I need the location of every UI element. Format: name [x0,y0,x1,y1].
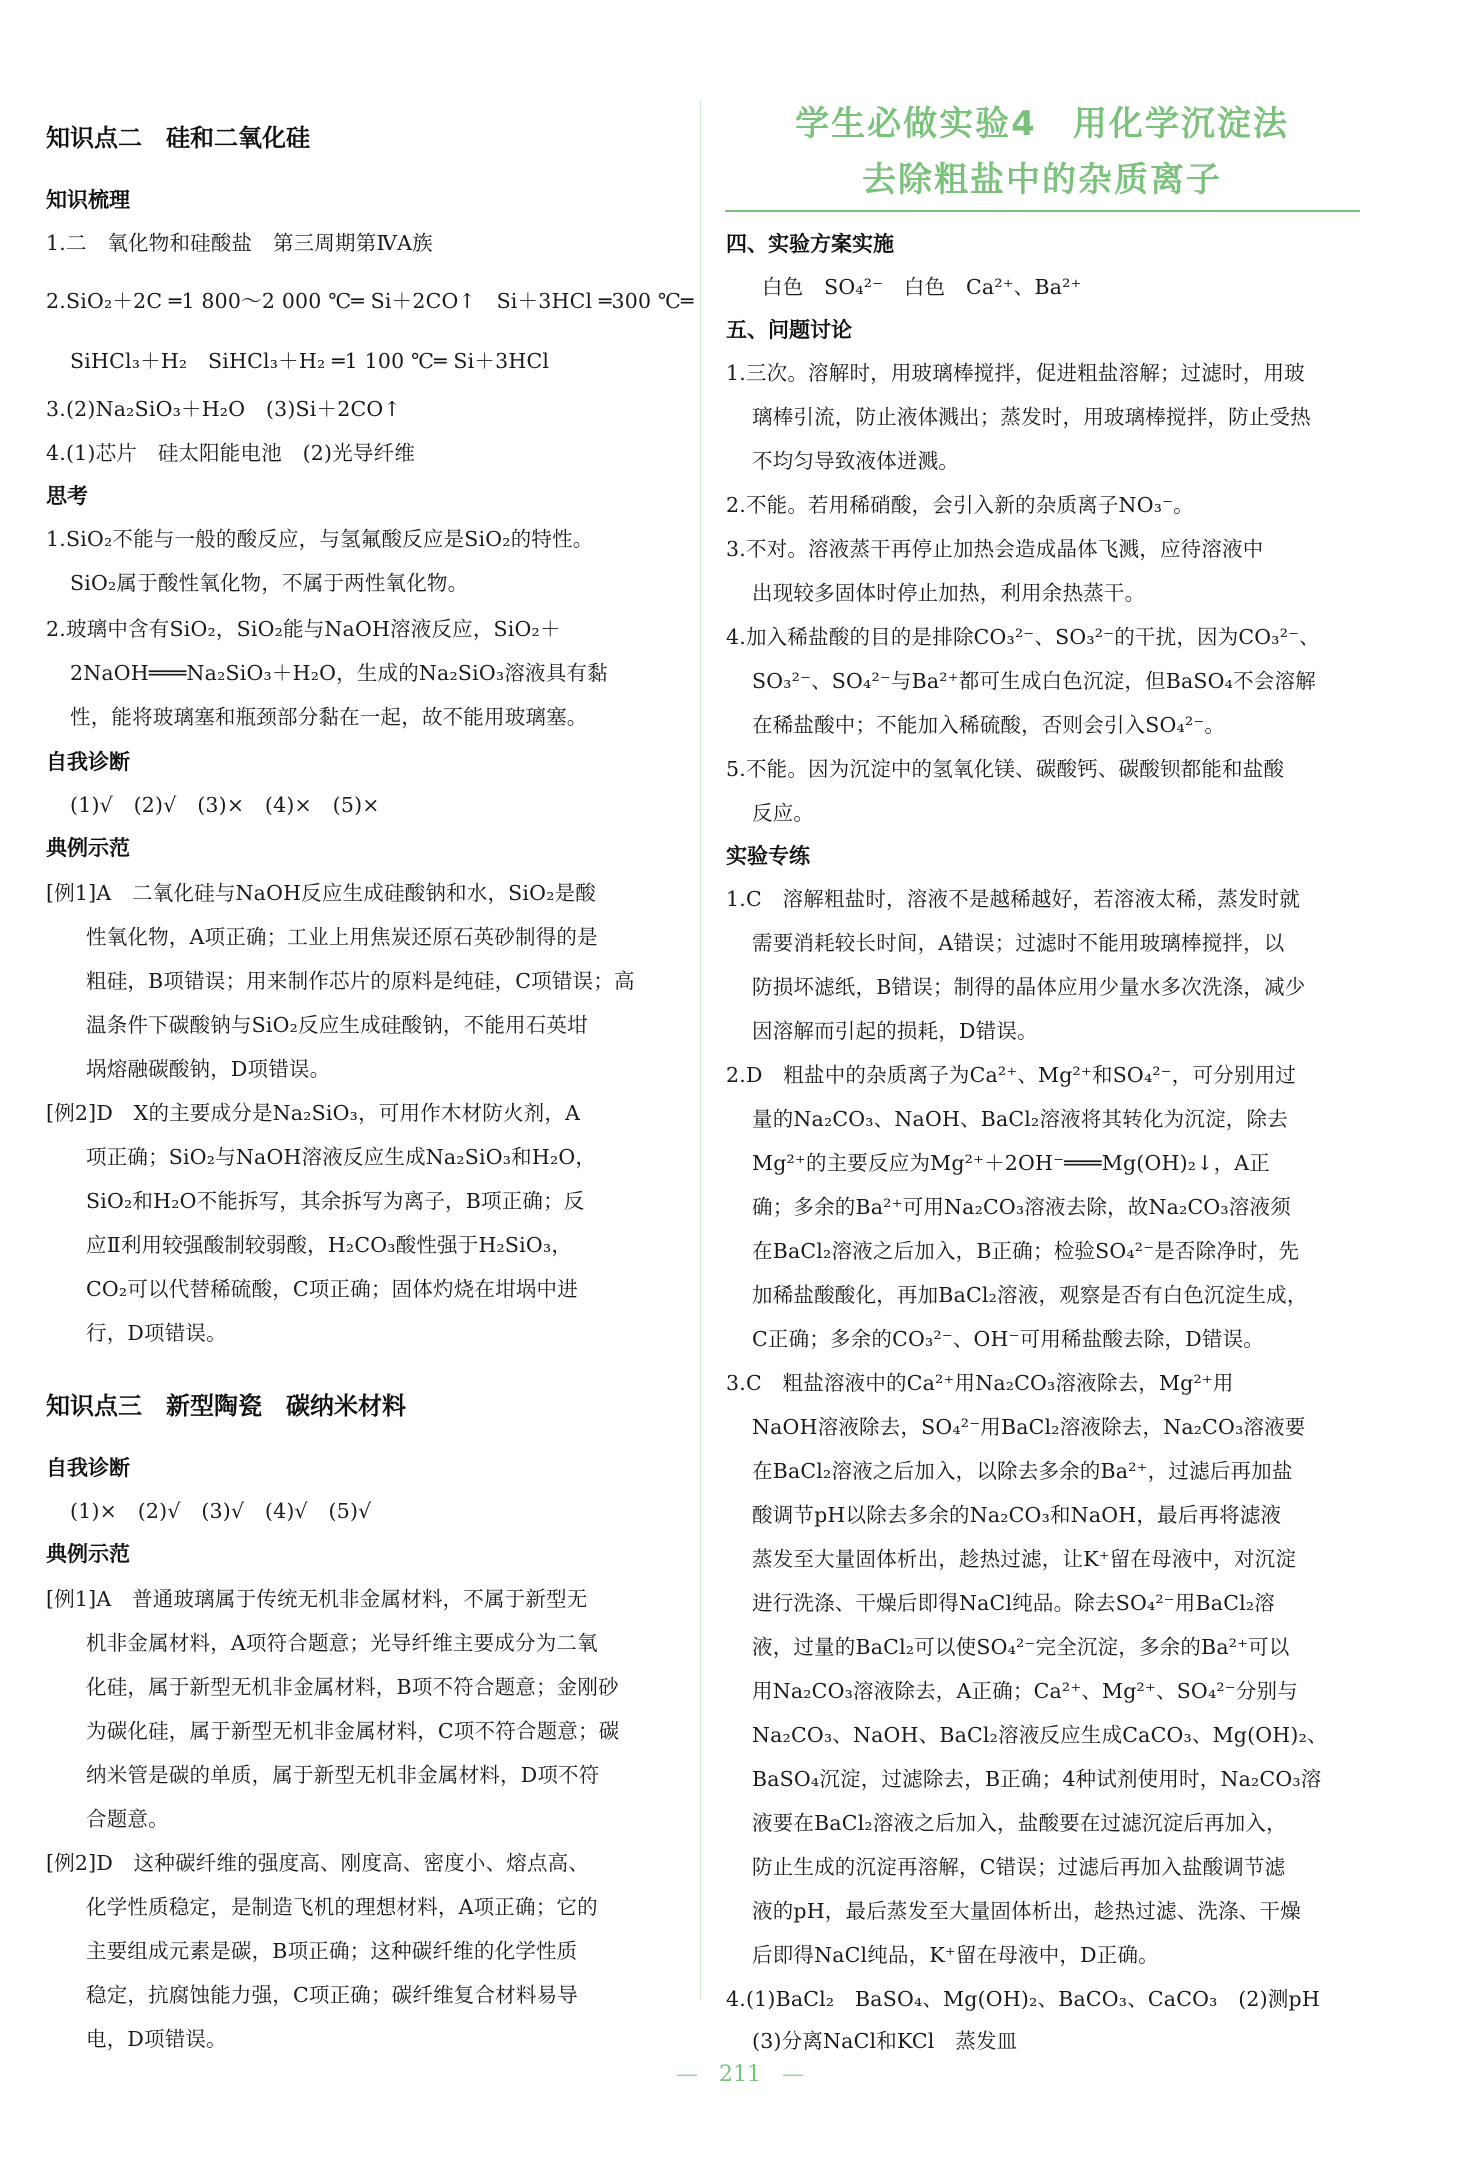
text-line: 4.(1)芯片 硅太阳能电池 (2)光导纤维 [46,441,416,465]
text-line: 2NaOH═══Na₂SiO₃＋H₂O，生成的Na₂SiO₃溶液具有黏 [70,661,608,685]
text-line: 合题意。 [86,1807,169,1831]
text-line: 液的pH，最后蒸发至大量固体析出，趁热过滤、洗涤、干燥 [752,1899,1301,1923]
section-heading-3: 知识点三 新型陶瓷 碳纳米材料 [46,1392,406,1420]
text-line: NaOH溶液除去，SO₄²⁻用BaCl₂溶液除去，Na₂CO₃溶液要 [752,1415,1306,1439]
text-line: 温条件下碳酸钠与SiO₂反应生成硅酸钠，不能用石英坩 [86,1013,588,1037]
text-line: SiHCl₃＋H₂ SiHCl₃＋H₂ ═1 100 ℃═ Si＋3HCl [70,349,550,373]
text-line: 加稀盐酸酸化，再加BaCl₂溶液，观察是否有白色沉淀生成， [752,1283,1308,1307]
text-line: Na₂CO₃、NaOH、BaCl₂溶液反应生成CaCO₃、Mg(OH)₂、 [752,1723,1328,1747]
text-line: 白色 SO₄²⁻ 白色 Ca²⁺、Ba²⁺ [762,275,1082,299]
text-line: 酸调节pH以除去多余的Na₂CO₃和NaOH，最后再将滤液 [752,1503,1282,1527]
text-line: 粗硅，B项错误；用来制作芯片的原料是纯硅，C项错误；高 [86,969,635,993]
text-line: 性氧化物，A项正确；工业上用焦炭还原石英砂制得的是 [86,925,598,949]
text-line: 1.二 氧化物和硅酸盐 第三周期第ⅣA族 [46,231,433,255]
text-line: (3)分离NaCl和KCl 蒸发皿 [752,2029,1018,2053]
text-line: 防损坏滤纸，B错误；制得的晶体应用少量水多次洗涤，减少 [752,975,1306,999]
text-line: [例1]A 二氧化硅与NaOH反应生成硅酸钠和水，SiO₂是酸 [46,881,597,905]
text-line: 液要在BaCl₂溶液之后加入，盐酸要在过滤沉淀后再加入， [752,1811,1287,1835]
experiment-title-line2: 去除粗盐中的杂质离子 [862,160,1222,200]
title-rule [725,210,1360,212]
sub-heading-example: 典例示范 [46,836,130,860]
text-line: 量的Na₂CO₃、NaOH、BaCl₂溶液将其转化为沉淀，除去 [752,1107,1288,1131]
text-line: 2.玻璃中含有SiO₂，SiO₂能与NaOH溶液反应，SiO₂＋ [46,617,561,641]
text-line: 防止生成的沉淀再溶解，C错误；过滤后再加入盐酸调节滤 [752,1855,1286,1879]
page-dash-left: — [676,2062,698,2087]
text-line: 在稀盐酸中；不能加入稀硫酸，否则会引入SO₄²⁻。 [752,713,1226,737]
experiment-title-line1: 学生必做实验4 用化学沉淀法 [795,104,1289,144]
sub-heading-think: 思考 [46,484,88,508]
text-line: 2.不能。若用稀硝酸，会引入新的杂质离子NO₃⁻。 [726,493,1194,517]
text-line: 性，能将玻璃塞和瓶颈部分黏在一起，故不能用玻璃塞。 [70,705,588,729]
page-dash-right: — [782,2062,804,2087]
text-line: SiO₂属于酸性氧化物，不属于两性氧化物。 [70,571,469,595]
text-line: 确；多余的Ba²⁺可用Na₂CO₃溶液去除，故Na₂CO₃溶液须 [752,1195,1291,1219]
text-line: 1.C 溶解粗盐时，溶液不是越稀越好，若溶液太稀，蒸发时就 [726,887,1301,911]
text-line: (1)√ (2)√ (3)× (4)× (5)× [70,793,380,817]
text-line: 璃棒引流，防止液体溅出；蒸发时，用玻璃棒搅拌，防止受热 [752,405,1311,429]
text-line: SiO₂和H₂O不能拆写，其余拆写为离子，B项正确；反 [86,1189,585,1213]
text-line: 4.(1)BaCl₂ BaSO₄、Mg(OH)₂、BaCO₃、CaCO₃ (2)测pH [726,1987,1320,2011]
text-line: 1.SiO₂不能与一般的酸反应，与氢氟酸反应是SiO₂的特性。 [46,527,594,551]
text-line: [例2]D X的主要成分是Na₂SiO₃，可用作木材防火剂，A [46,1101,581,1125]
text-line: 电，D项错误。 [86,2027,227,2051]
text-line: SO₃²⁻、SO₄²⁻与Ba²⁺都可生成白色沉淀，但BaSO₄不会溶解 [752,669,1316,693]
text-line: 3.不对。溶液蒸干再停止加热会造成晶体飞溅，应待溶液中 [726,537,1264,561]
text-line: 1.三次。溶解时，用玻璃棒搅拌，促进粗盐溶解；过滤时，用玻 [726,361,1305,385]
section-heading-2: 知识点二 硅和二氧化硅 [46,124,310,152]
text-line: 4.加入稀盐酸的目的是排除CO₃²⁻、SO₃²⁻的干扰，因为CO₃²⁻、 [726,625,1320,649]
text-line: 埚熔融碳酸钠，D项错误。 [86,1057,331,1081]
text-line: 3.C 粗盐溶液中的Ca²⁺用Na₂CO₃溶液除去，Mg²⁺用 [726,1371,1234,1395]
page-number [0,2062,1480,2087]
page-number-value: 211 [719,2062,761,2087]
sub-heading-practice: 实验专练 [726,844,810,868]
text-line: 行，D项错误。 [86,1321,227,1345]
text-line: 出现较多固体时停止加热，利用余热蒸干。 [752,581,1146,605]
sub-heading-diagnosis-2: 自我诊断 [46,1456,130,1480]
text-line: 为碳化硅，属于新型无机非金属材料，C项不符合题意；碳 [86,1719,620,1743]
text-line: 2.SiO₂＋2C ═1 800～2 000 ℃═ Si＋2CO↑ Si＋3HCl ═300 ℃═ [46,289,694,313]
text-line: [例2]D 这种碳纤维的强度高、刚度高、密度小、熔点高、 [46,1851,590,1875]
text-line: 需要消耗较长时间，A错误；过滤时不能用玻璃棒搅拌，以 [752,931,1285,955]
column-divider [700,100,701,2000]
text-line: 纳米管是碳的单质，属于新型无机非金属材料，D项不符 [86,1763,600,1787]
text-line: 2.D 粗盐中的杂质离子为Ca²⁺、Mg²⁺和SO₄²⁻，可分别用过 [726,1063,1296,1087]
sub-heading-sorting: 知识梳理 [46,188,130,212]
text-line: 因溶解而引起的损耗，D错误。 [752,1019,1038,1043]
text-line: (1)× (2)√ (3)√ (4)√ (5)√ [70,1499,372,1523]
text-line: CO₂可以代替稀硫酸，C项正确；固体灼烧在坩埚中进 [86,1277,578,1301]
text-line: 液，过量的BaCl₂可以使SO₄²⁻完全沉淀，多余的Ba²⁺可以 [752,1635,1290,1659]
text-line: 进行洗涤、干燥后即得NaCl纯品。除去SO₄²⁻用BaCl₂溶 [752,1591,1275,1615]
text-line: 化学性质稳定，是制造飞机的理想材料，A项正确；它的 [86,1895,598,1919]
text-line: 主要组成元素是碳，B项正确；这种碳纤维的化学性质 [86,1939,578,1963]
text-line: 在BaCl₂溶液之后加入，B正确；检验SO₄²⁻是否除净时，先 [752,1239,1300,1263]
text-line: C正确；多余的CO₃²⁻、OH⁻可用稀盐酸去除，D错误。 [752,1327,1264,1351]
text-line: 蒸发至大量固体析出，趁热过滤，让K⁺留在母液中，对沉淀 [752,1547,1297,1571]
sub-heading-example-2: 典例示范 [46,1542,130,1566]
text-line: 不均匀导致液体迸溅。 [752,449,959,473]
text-line: 机非金属材料，A项符合题意；光导纤维主要成分为二氧 [86,1631,598,1655]
text-line: 反应。 [752,801,815,825]
text-line: BaSO₄沉淀，过滤除去，B正确；4种试剂使用时，Na₂CO₃溶 [752,1767,1322,1791]
text-line: 后即得NaCl纯品，K⁺留在母液中，D正确。 [752,1943,1159,1967]
text-line: Mg²⁺的主要反应为Mg²⁺＋2OH⁻═══Mg(OH)₂↓，A正 [752,1151,1270,1175]
text-line: [例1]A 普通玻璃属于传统无机非金属材料，不属于新型无 [46,1587,588,1611]
text-line: 稳定，抗腐蚀能力强，C项正确；碳纤维复合材料易导 [86,1983,578,2007]
sub-heading-section-4: 四、实验方案实施 [726,232,894,256]
text-line: 应Ⅱ利用较强酸制较弱酸，H₂CO₃酸性强于H₂SiO₃， [86,1233,573,1257]
text-line: 化硅，属于新型无机非金属材料，B项不符合题意；金刚砂 [86,1675,619,1699]
text-line: 5.不能。因为沉淀中的氢氧化镁、碳酸钙、碳酸钡都能和盐酸 [726,757,1285,781]
sub-heading-section-5: 五、问题讨论 [726,318,852,342]
text-line: 3.(2)Na₂SiO₃＋H₂O (3)Si＋2CO↑ [46,397,401,421]
text-line: 用Na₂CO₃溶液除去，A正确；Ca²⁺、Mg²⁺、SO₄²⁻分别与 [752,1679,1298,1703]
text-line: 在BaCl₂溶液之后加入，以除去多余的Ba²⁺，过滤后再加盐 [752,1459,1293,1483]
text-line: 项正确；SiO₂与NaOH溶液反应生成Na₂SiO₃和H₂O， [86,1145,597,1169]
sub-heading-diagnosis: 自我诊断 [46,750,130,774]
